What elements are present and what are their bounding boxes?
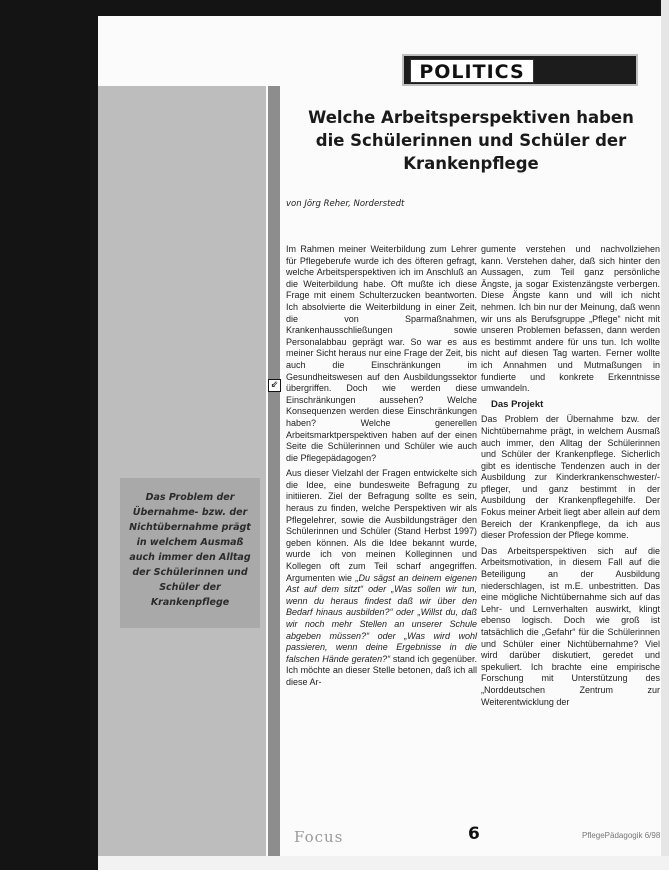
gray-sidebar (98, 86, 266, 856)
scan-border-bottom (98, 856, 669, 870)
article-title (286, 106, 656, 175)
subheading: Das Projekt (491, 398, 544, 410)
scan-border-top (0, 0, 669, 16)
title-line: Welche Arbeitsperspektiven haben (308, 108, 634, 127)
pull-quote: Das Problem der Übernahme- bzw. der Nichtübernahme prägt in welchem Ausmaß auch immer den Alltag der Schülerinnen und Schüler der Krankenpflege (120, 478, 260, 628)
footer-logo: Focus (294, 828, 344, 846)
quoted-arguments: „Du sägst an deinem eigenen Ast auf dem sitzt“ oder „Was sollen wir tun, wenn du heraus findest daß wir über den Bedarf hinaus ausbilden?“ oder „Willst du, daß wir noch mehr Stellen an unserer Schule abgeben müssen?“ oder „Was wird wohl passieren, wenn deine Ergebnisse in die falschen Hände geraten?“ (286, 572, 477, 664)
section-label: POLITICS (419, 61, 525, 83)
title-line: die Schülerinnen und Schüler der (315, 131, 627, 150)
paragraph: gumente verstehen und nachvollziehen kann. Verstehen daher, daß sich hinter den Aussagen, zum Teil ganz persönliche Ängste, ja sogar Existenzängste verbergen. Diese Ängste kann und will ich nicht nehmen. Ich bin nur der Meinung, daß wenn wir uns als Berufsgruppe „Pflege“ nicht mit unseren Problemen befassen, dann werden es bestimmt andere für uns tun. Ich wollte nicht auf diesen Tag warten. Ferner wollte ich Annahmen und Mutmaßungen in fundierte und konkrete Erkenntnisse umwandeln. (481, 244, 660, 394)
section-label-box (410, 59, 534, 83)
magazine-page (98, 16, 661, 856)
section-banner (402, 54, 638, 86)
gray-divider-bar (268, 86, 280, 856)
text-column-right (481, 244, 660, 712)
paragraph: Das Problem der Übernahme bzw. der Nichtübernahme prägt, in welchem Ausmaß auch immer, den Alltag der Schülerinnen und Schüler der Krankenpflege. Sicherlich gibt es identische Tendenzen auch in der Ausbildung zur Kinderkrankenschwester/-pfleger, und ganz bestimmt in der Ausbildung der Krankenpflegehilfe. Der Fokus meiner Arbeit liegt aber allein auf dem Bereich der Krankenpflege, da ich aus dieser Profession der Pflege komme. (481, 414, 660, 541)
footer-issue: PflegePädagogik 6/98 (582, 831, 661, 840)
paragraph: Das Arbeitsperspektiven sich auf die Arbeitsmotivation, in diesem Fall auf die Beteiligung an der Ausbildung niederschlagen, ist m.E. unbestritten. Das eine mögliche Nichtübernahme sich auf das Lehr- und Lernverhalten auswirkt, klingt ebenso logisch. Doch wie groß ist tatsächlich die „Gefahr“ für die Schülerinnen und Schüler einer Nichtübernahme? Viel wird darüber diskutiert, geredet und spekuliert. Ich brachte eine empirische Forschung mit Unterstützung des „Norddeutschen Zentrum zur Weiterentwicklung der (481, 545, 660, 707)
paragraph (286, 468, 477, 688)
scan-border-left (0, 0, 98, 870)
title-line: Krankenpflege (403, 154, 539, 173)
paragraph-text: Aus dieser Vielzahl der Fragen entwickelte sich die Idee, eine bundesweite Befragung zu initiieren. Ziel der Befragung sollte es sein, heraus zu finden, welche Perspektiven wir als Pflegelehrer, sowie die Ausbildungsträger den Schülerinnen und Schüler (Stand Herbst 1997) geben können. Als die Idee bekannt wurde, wurde ich von meinen Kolleginnen und Kollegen oft zum Teil scharf angegriffen. Argumenten wie (286, 468, 477, 583)
scan-border-right (661, 0, 669, 870)
byline: von Jörg Reher, Norderstedt (286, 199, 405, 209)
paragraph-text: stand ich gegenüber. Ich möchte an dieser Stelle betonen, daß ich all diese Ar- (286, 653, 477, 687)
paragraph: Im Rahmen meiner Weiterbildung zum Lehrer für Pflegeberufe wurde ich des öfteren gefragt, welche Arbeitsperspektiven ich im Anschluß an die Weiterbildung habe. Oft mußte ich diese Frage mit einem Schulterzucken beantworten. Ich absolvierte die Weiterbildung in einer Zeit, die von Sparmaßnahmen, Krankenhausschließungen sowie Personalabbau geprägt war. So war es aus meiner Sicht heraus nur eine Frage der Zeit, bis auch die Einschränkungen im Gesundheitswesen auf den Ausbildungssektor übergriffen. Doch wie werden diese Einschränkungen aussehen? Welche Konsequenzen werden diese Einschränkungen haben? Welche generellen Arbeitsmarktperspektiven haben auf der einen Seite die Schülerinnen und Schüler wie auch die Pflegepädagogen? (286, 244, 477, 463)
arrow-marker-icon: ⇙ (268, 379, 281, 392)
text-column-left (286, 244, 477, 693)
page-number: 6 (468, 824, 480, 844)
